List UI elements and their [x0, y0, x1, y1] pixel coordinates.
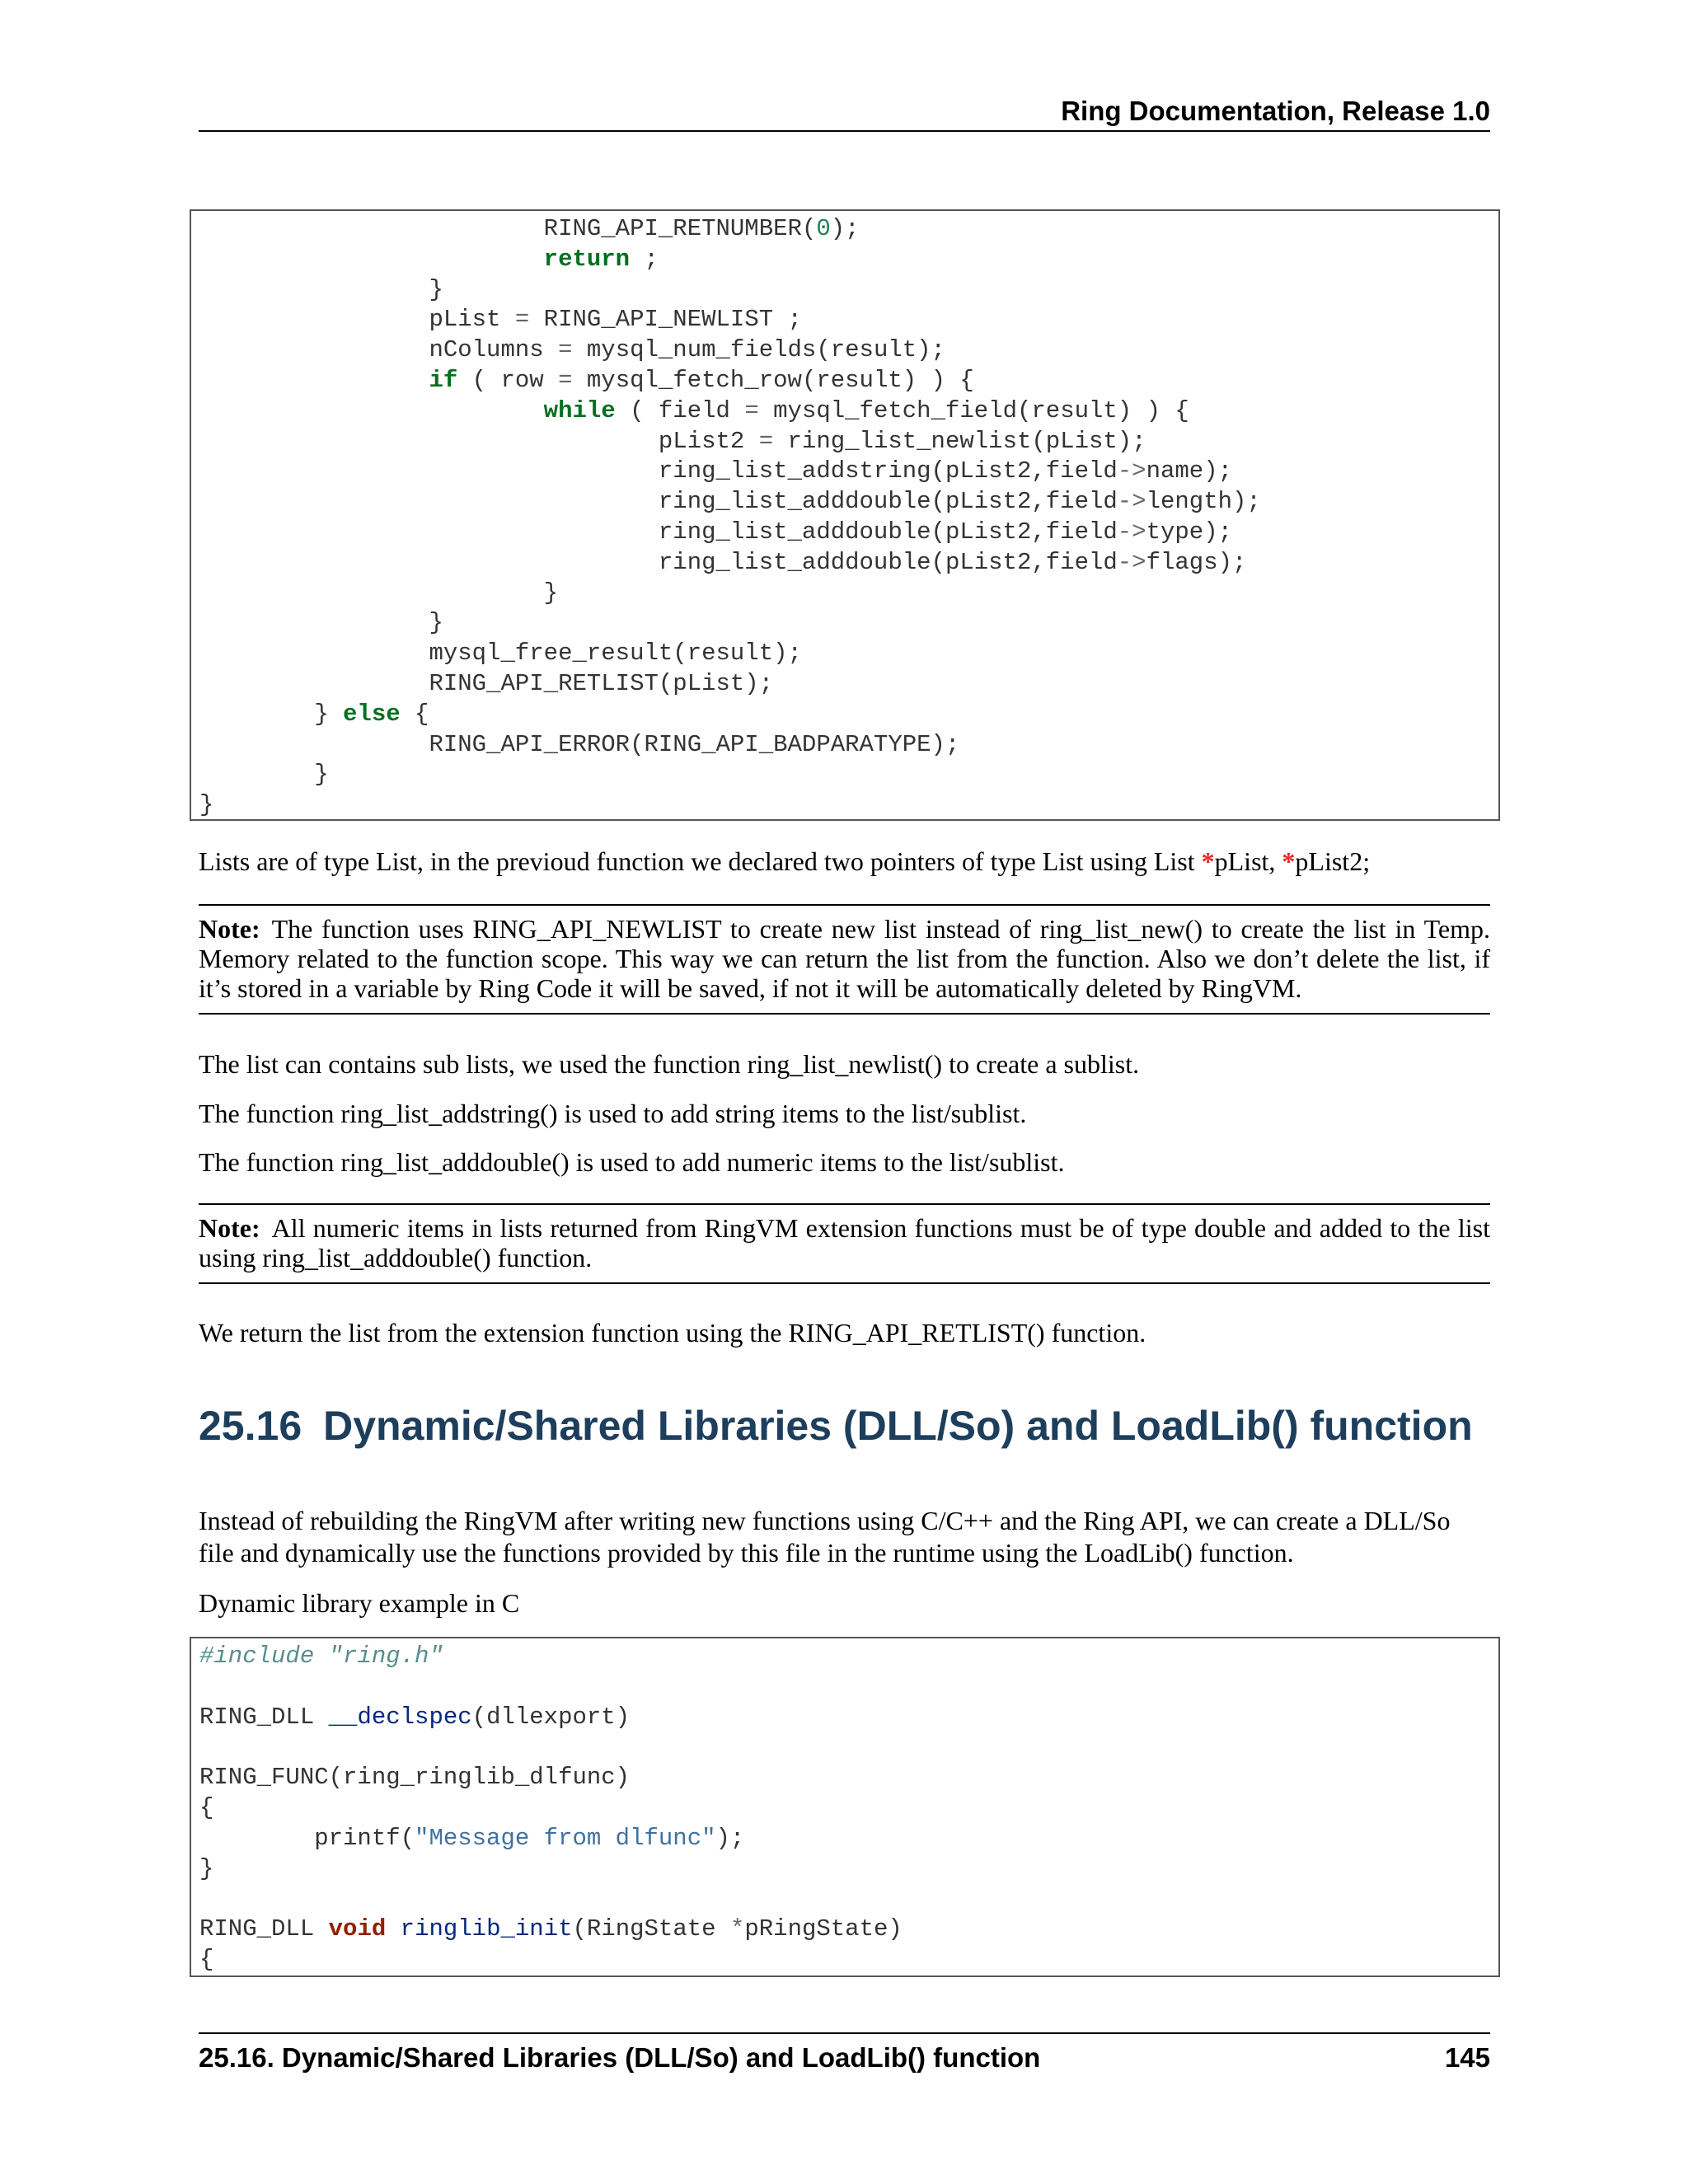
paragraph-addstring: The function ring_list_addstring() is used to add string items to the list/sublist. — [199, 1099, 1027, 1128]
code-line: } — [199, 609, 443, 637]
code-line: } — [199, 761, 329, 789]
code-line: RING_API_ERROR(RING_API_BADPARATYPE); — [199, 730, 960, 758]
code-line: RING_API_RETLIST(pList); — [199, 669, 774, 697]
paragraph-retlist: We return the list from the extension function using the RING_API_RETLIST() function. — [199, 1318, 1146, 1347]
code-line: #include "ring.h" — [199, 1643, 443, 1670]
code-line: { — [199, 1945, 214, 1973]
note-label: Note: — [199, 1213, 260, 1243]
note-double — [199, 1203, 1490, 1284]
code-line: RING_API_RETNUMBER(0); — [199, 215, 860, 242]
code-line: printf("Message from dlfunc"); — [199, 1824, 745, 1852]
code-line: while ( field = mysql_fetch_field(result) ) { — [543, 396, 1189, 424]
code-line: ring_list_addstring(pList2,field->name); — [199, 457, 1233, 485]
code-line: mysql_free_result(result); — [199, 640, 802, 668]
asterisk: * — [1282, 846, 1296, 876]
code-line: ring_list_adddouble(pList2,field->flags); — [199, 548, 1247, 576]
code-line: if ( row = mysql_fetch_row(result) ) { — [429, 366, 974, 394]
code-line — [199, 1884, 1490, 1915]
code-line: pList2 = ring_list_newlist(pList); — [199, 427, 1146, 455]
section-number: 25.16 — [199, 1403, 302, 1449]
code-line: nColumns = mysql_num_fields(result); — [199, 336, 945, 364]
paragraph-text: pList, — [1214, 846, 1282, 876]
code-line: pList = RING_API_NEWLIST ; — [199, 306, 802, 334]
note-text: All numeric items in lists returned from RingVM extension functions must be of type double and added to the list using ring_list_adddouble() function. — [199, 1213, 1490, 1272]
code-line: } — [199, 1854, 214, 1882]
paragraph-text: Lists are of type List, in the previoud function we declared two pointers of type List using List — [199, 846, 1202, 876]
running-footer — [199, 2039, 1490, 2077]
code-line: RING_FUNC(ring_ringlib_dlfunc) — [199, 1764, 631, 1792]
footer-rule — [199, 2032, 1490, 2034]
code-line: { — [199, 1793, 214, 1821]
paragraph-instead: Instead of rebuilding the RingVM after writing new functions using C/C++ and the Ring API, we can create a DLL/So file and dynamically use the functions provided by this file in the runtime using the LoadLib() function. — [199, 1506, 1451, 1568]
code-line: ring_list_adddouble(pList2,field->length); — [199, 488, 1261, 516]
note-text: The function uses RING_API_NEWLIST to create new list instead of ring_list_new() to create the list in Temp. Memory related to the function scope. This way we can return the list from the function. Also we don’t delete the list, if it’s stored in a variable by Ring Code it will be saved, if not it will be automatically deleted by RingVM. — [199, 914, 1490, 1003]
code-line — [199, 1732, 1490, 1763]
code-line: ring_list_adddouble(pList2,field->type); — [199, 518, 1233, 546]
code-line: RING_DLL void ringlib_init(RingState *pRingState) — [199, 1915, 903, 1943]
code-line: return ; — [543, 245, 659, 273]
page-number: 145 — [1444, 2042, 1490, 2073]
note-label: Note: — [199, 914, 260, 944]
footer-section-title: 25.16. Dynamic/Shared Libraries (DLL/So) and LoadLib() function — [199, 2042, 1041, 2073]
paragraph-adddouble: The function ring_list_adddouble() is used to add numeric items to the list/sublist. — [199, 1147, 1065, 1177]
code-line: RING_DLL __declspec(dllexport) — [199, 1703, 631, 1731]
running-header: Ring Documentation, Release 1.0 — [1061, 96, 1490, 126]
code-block-dll-example — [190, 1637, 1500, 1977]
paragraph-sublist: The list can contains sub lists, we used the function ring_list_newlist() to create a sublist. — [199, 1049, 1140, 1079]
asterisk: * — [1201, 846, 1215, 876]
paragraph-example-intro: Dynamic library example in C — [199, 1588, 520, 1618]
code-line: } else { — [199, 700, 429, 728]
header-rule — [199, 130, 1490, 132]
note-newlist — [199, 904, 1490, 1015]
paragraph-text: pList2; — [1295, 846, 1371, 876]
paragraph-list-pointers — [199, 846, 1490, 878]
section-title: Dynamic/Shared Libraries (DLL/So) and LoadLib() function — [323, 1403, 1473, 1449]
code-line: } — [199, 791, 214, 819]
code-line: } — [199, 275, 443, 303]
code-line: } — [199, 579, 559, 607]
section-heading — [199, 1399, 1490, 1452]
code-line — [199, 1672, 1490, 1703]
code-block-mysql-columns — [190, 209, 1500, 821]
